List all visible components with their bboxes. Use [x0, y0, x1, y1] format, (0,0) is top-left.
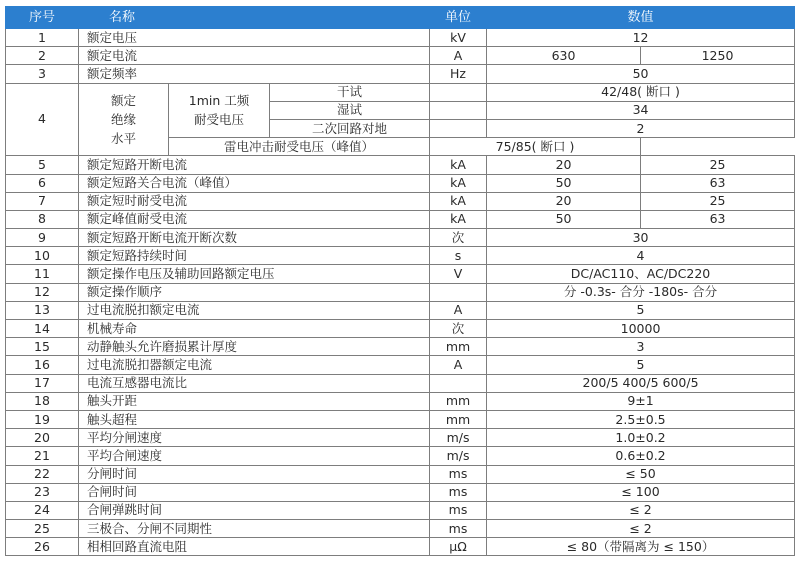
row-unit: Hz: [430, 65, 487, 83]
row-unit: kA: [430, 174, 487, 192]
row-value: 5: [487, 356, 795, 374]
row-value: 4: [487, 247, 795, 265]
row-unit: A: [430, 47, 487, 65]
row-number: 2: [6, 47, 79, 65]
row-name: 额定操作电压及辅助回路额定电压: [79, 265, 430, 283]
row-name: 合闸弹跳时间: [79, 501, 430, 519]
row-name: 机械寿命: [79, 320, 430, 338]
lightning-impulse-name: 雷电冲击耐受电压（峰值）: [169, 138, 430, 156]
row-value: 1.0±0.2: [487, 429, 795, 447]
row-unit: m/s: [430, 447, 487, 465]
row-value: 25: [641, 192, 795, 210]
row-name: 额定电压: [79, 29, 430, 47]
table-row: [6, 229, 795, 247]
power-frequency-label: 1min 工频 耐受电压: [169, 83, 270, 138]
row-unit: mm: [430, 338, 487, 356]
table-row: [6, 520, 795, 538]
row-value: 20: [487, 156, 641, 174]
row-value: 25: [641, 156, 795, 174]
table-row: [6, 247, 795, 265]
row-name: 额定操作顺序: [79, 283, 430, 301]
row-value: 630: [487, 47, 641, 65]
row-name: 额定短时耐受电流: [79, 192, 430, 210]
row-number: 26: [6, 538, 79, 556]
row-value: 分 -0.3s- 合分 -180s- 合分: [487, 283, 795, 301]
header-value: 数值: [487, 7, 795, 29]
row-number: 16: [6, 356, 79, 374]
row-number: 19: [6, 410, 79, 428]
row-unit: s: [430, 247, 487, 265]
row-name: 触头开距: [79, 392, 430, 410]
row-value: 9±1: [487, 392, 795, 410]
row-name: 相相回路直流电阻: [79, 538, 430, 556]
row-name: 额定电流: [79, 47, 430, 65]
row-value: 3: [487, 338, 795, 356]
table-row: [6, 83, 795, 101]
row-value: 5: [487, 301, 795, 319]
row-value: 0.6±0.2: [487, 447, 795, 465]
row-number: 17: [6, 374, 79, 392]
table-row: [6, 192, 795, 210]
insulation-item-name: 二次回路对地: [270, 119, 430, 137]
row-number: 11: [6, 265, 79, 283]
row-name: 三极合、分闸不同期性: [79, 520, 430, 538]
row-name: 合闸时间: [79, 483, 430, 501]
row-unit: 次: [430, 320, 487, 338]
table-row: [6, 265, 795, 283]
row-name: 电流互感器电流比: [79, 374, 430, 392]
row-unit: A: [430, 301, 487, 319]
row-number: 7: [6, 192, 79, 210]
row-value: ≤ 100: [487, 483, 795, 501]
row-value: 34: [487, 101, 795, 119]
row-value: 50: [487, 210, 641, 228]
row-number: 15: [6, 338, 79, 356]
row-unit: μΩ: [430, 538, 487, 556]
row-name: 平均合闸速度: [79, 447, 430, 465]
row-name: 额定短路持续时间: [79, 247, 430, 265]
row-unit: mm: [430, 410, 487, 428]
spec-table: [5, 6, 795, 556]
row-number: 18: [6, 392, 79, 410]
row-unit: [430, 83, 487, 101]
row-value: 50: [487, 65, 795, 83]
row-number: 14: [6, 320, 79, 338]
table-row: [6, 483, 795, 501]
row-number: 13: [6, 301, 79, 319]
row-unit: [430, 283, 487, 301]
row-value: ≤ 80（带隔离为 ≤ 150）: [487, 538, 795, 556]
table-row: [6, 65, 795, 83]
row-unit: m/s: [430, 429, 487, 447]
row-value: 30: [487, 229, 795, 247]
row-value: 63: [641, 210, 795, 228]
row-number: 5: [6, 156, 79, 174]
table-row: [6, 429, 795, 447]
insulation-level-label: 额定 绝缘 水平: [79, 83, 169, 156]
row-number: 22: [6, 465, 79, 483]
row-unit: ms: [430, 501, 487, 519]
row-name: 额定频率: [79, 65, 430, 83]
row-name: 额定短路开断电流: [79, 156, 430, 174]
table-row: [6, 392, 795, 410]
row-unit: kA: [430, 210, 487, 228]
row-value: 1250: [641, 47, 795, 65]
row-name: 额定短路开断电流开断次数: [79, 229, 430, 247]
row-name: 分闸时间: [79, 465, 430, 483]
table-row: [6, 374, 795, 392]
table-row: [6, 410, 795, 428]
row-number: 8: [6, 210, 79, 228]
row-unit: V: [430, 265, 487, 283]
row-number: 4: [6, 83, 79, 156]
row-unit: ms: [430, 483, 487, 501]
row-unit: ms: [430, 520, 487, 538]
table-row: [6, 356, 795, 374]
row-value: DC/AC110、AC/DC220: [487, 265, 795, 283]
row-name: 额定短路关合电流（峰值）: [79, 174, 430, 192]
row-value: 200/5 400/5 600/5: [487, 374, 795, 392]
row-unit: [430, 374, 487, 392]
row-name: 额定峰值耐受电流: [79, 210, 430, 228]
table-body: [6, 29, 795, 556]
row-number: 24: [6, 501, 79, 519]
row-number: 3: [6, 65, 79, 83]
row-value: 75/85( 断口 ): [430, 138, 641, 156]
row-name: 过电流脱扣器额定电流: [79, 356, 430, 374]
header-no: 序号: [6, 7, 79, 29]
row-number: 9: [6, 229, 79, 247]
table-row: [6, 538, 795, 556]
row-number: 23: [6, 483, 79, 501]
row-value: 63: [641, 174, 795, 192]
row-value: 2: [487, 119, 795, 137]
row-unit: ms: [430, 465, 487, 483]
row-value: 42/48( 断口 ): [487, 83, 795, 101]
row-value: 50: [487, 174, 641, 192]
row-unit: kV: [430, 29, 487, 47]
row-unit: mm: [430, 392, 487, 410]
table-row: [6, 338, 795, 356]
row-number: 20: [6, 429, 79, 447]
row-unit: kA: [430, 192, 487, 210]
insulation-item-name: 干试: [270, 83, 430, 101]
table-row: [6, 156, 795, 174]
table-row: [6, 320, 795, 338]
row-unit: kA: [430, 156, 487, 174]
table-row: [6, 447, 795, 465]
row-number: 10: [6, 247, 79, 265]
row-unit: A: [430, 356, 487, 374]
row-unit: [430, 119, 487, 137]
table-row: [6, 501, 795, 519]
row-unit: [430, 101, 487, 119]
row-number: 12: [6, 283, 79, 301]
row-value: 2.5±0.5: [487, 410, 795, 428]
table-row: [6, 283, 795, 301]
row-name: 过电流脱扣额定电流: [79, 301, 430, 319]
table-header: [6, 7, 795, 29]
row-name: 动静触头允许磨损累计厚度: [79, 338, 430, 356]
row-number: 1: [6, 29, 79, 47]
row-value: 10000: [487, 320, 795, 338]
table-row: [6, 47, 795, 65]
table-row: [6, 174, 795, 192]
row-number: 21: [6, 447, 79, 465]
row-value: 12: [487, 29, 795, 47]
row-value: ≤ 50: [487, 465, 795, 483]
row-unit: 次: [430, 229, 487, 247]
table-row: [6, 301, 795, 319]
row-name: 平均分闸速度: [79, 429, 430, 447]
header-unit: 单位: [430, 7, 487, 29]
row-value: 20: [487, 192, 641, 210]
header-name: 名称: [79, 7, 430, 29]
table-row: [6, 29, 795, 47]
row-number: 6: [6, 174, 79, 192]
insulation-item-name: 湿试: [270, 101, 430, 119]
row-name: 触头超程: [79, 410, 430, 428]
row-value: ≤ 2: [487, 520, 795, 538]
table-row: [6, 465, 795, 483]
row-number: 25: [6, 520, 79, 538]
table-row: [6, 210, 795, 228]
row-value: ≤ 2: [487, 501, 795, 519]
